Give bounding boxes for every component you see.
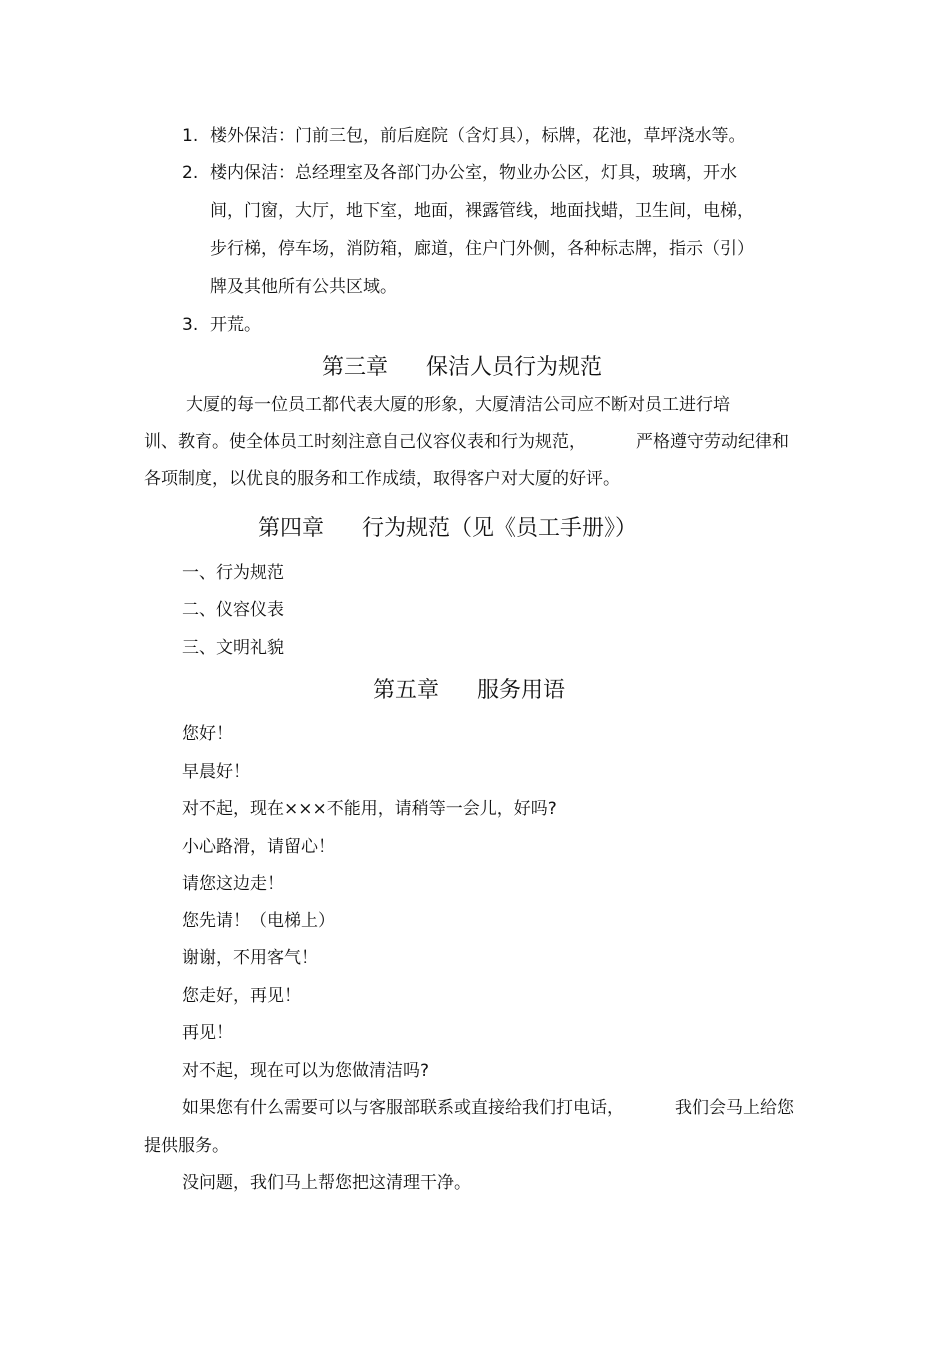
chapter-3-para-line-2b: 严格遵守劳动纪律和 bbox=[636, 432, 789, 452]
phrase-7: 谢谢，不用客气！ bbox=[182, 948, 318, 968]
phrase-11-part-b: 我们会马上给您 bbox=[675, 1098, 794, 1118]
chapter-3-title: 保洁人员行为规范 bbox=[426, 355, 603, 380]
phrase-8: 您走好，再见！ bbox=[182, 986, 301, 1006]
list-number-1: 1. bbox=[182, 126, 199, 146]
list-number-3: 3. bbox=[182, 315, 199, 335]
phrase-11-line-2: 提供服务。 bbox=[144, 1136, 229, 1156]
phrase-2: 早晨好！ bbox=[182, 762, 250, 782]
chapter-3-heading bbox=[322, 354, 602, 382]
phrase-6: 您先请！（电梯上） bbox=[182, 911, 335, 931]
list-number-2: 2. bbox=[182, 163, 199, 183]
phrase-4: 小心路滑，请留心！ bbox=[182, 837, 335, 857]
phrase-9: 再见！ bbox=[182, 1023, 233, 1043]
phrase-3: 对不起，现在×××不能用，请稍等一会儿，好吗? bbox=[182, 799, 557, 819]
chapter-3-para-line-3: 各项制度，以优良的服务和工作成绩，取得客户对大厦的好评。 bbox=[144, 469, 620, 489]
chapter-5-number: 第五章 bbox=[373, 678, 440, 703]
phrase-10: 对不起，现在可以为您做清洁吗? bbox=[182, 1061, 430, 1081]
phrase-1: 您好！ bbox=[182, 724, 233, 744]
list-item-2-line-4: 牌及其他所有公共区域。 bbox=[210, 277, 397, 297]
chapter-4-item-1: 一、行为规范 bbox=[182, 563, 284, 583]
chapter-4-heading bbox=[258, 515, 637, 543]
chapter-3-number: 第三章 bbox=[322, 355, 389, 380]
list-item-2-line-3: 步行梯，停车场，消防箱，廊道，住户门外侧，各种标志牌，指示（引） bbox=[210, 239, 754, 259]
chapter-4-title: 行为规范（见《员工手册》） bbox=[362, 516, 638, 541]
chapter-3-para-line-2: 训、教育。使全体员工时刻注意自己仪容仪表和行为规范， bbox=[144, 432, 586, 452]
chapter-5-heading bbox=[373, 677, 565, 705]
chapter-4-item-3: 三、文明礼貌 bbox=[182, 638, 284, 658]
phrase-11-part-a: 如果您有什么需要可以与客服部联系或直接给我们打电话， bbox=[182, 1098, 624, 1118]
chapter-4-item-2: 二、仪容仪表 bbox=[182, 600, 284, 620]
chapter-3-para-line-1: 大厦的每一位员工都代表大厦的形象，大厦清洁公司应不断对员工进行培 bbox=[186, 395, 730, 415]
list-item-3-line-1: 开荒。 bbox=[210, 315, 261, 335]
chapter-4-number: 第四章 bbox=[258, 516, 325, 541]
phrase-5: 请您这边走！ bbox=[182, 874, 284, 894]
list-item-2-line-2: 间，门窗，大厅，地下室，地面，裸露管线，地面找蜡，卫生间，电梯， bbox=[210, 201, 754, 221]
list-item-2-line-1: 楼内保洁：总经理室及各部门办公室，物业办公区，灯具，玻璃，开水 bbox=[210, 163, 737, 183]
phrase-12: 没问题，我们马上帮您把这清理干净。 bbox=[182, 1173, 471, 1193]
chapter-5-title: 服务用语 bbox=[477, 678, 566, 703]
list-item-1-line-1: 楼外保洁：门前三包，前后庭院（含灯具），标牌，花池，草坪浇水等。 bbox=[210, 126, 746, 146]
